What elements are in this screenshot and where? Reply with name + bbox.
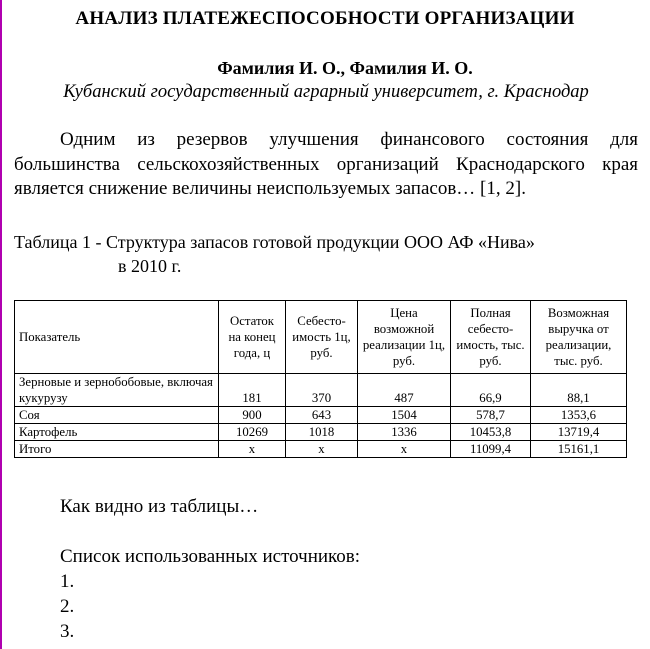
table-caption-line-1: Таблица 1 - Структура запасов готовой продукции ООО АФ «Нива» — [14, 232, 535, 252]
table-total-row — [15, 441, 627, 458]
summary-text: Как видно из таблицы… — [60, 496, 259, 517]
table-header-row — [15, 301, 627, 374]
cell-value: 10453,8 — [451, 424, 531, 441]
cell-value: 900 — [219, 407, 286, 424]
reference-item: 2. — [60, 596, 75, 617]
cell-value: 578,7 — [451, 407, 531, 424]
table-caption-line-2: в 2010 г. — [118, 256, 182, 276]
page-left-border — [0, 0, 2, 649]
references-section — [60, 544, 360, 644]
inventory-table — [14, 300, 627, 458]
cell-value: х — [358, 441, 451, 458]
article-title: АНАЛИЗ ПЛАТЕЖЕСПОСОБНОСТИ ОРГАНИЗАЦИИ — [75, 8, 575, 29]
header-indicator: Показатель — [15, 301, 219, 374]
row-label: Картофель — [15, 424, 219, 441]
cell-value: х — [286, 441, 358, 458]
cell-value: 1353,6 — [531, 407, 627, 424]
header-unit-cost: Себесто-имость 1ц, руб. — [286, 301, 358, 374]
cell-value: 11099,4 — [451, 441, 531, 458]
table-caption — [14, 230, 644, 278]
author-affiliation: Кубанский государственный аграрный университет, г. Краснодар — [63, 82, 589, 102]
cell-value: 370 — [286, 374, 358, 407]
cell-value: 181 — [219, 374, 286, 407]
cell-value: 1336 — [358, 424, 451, 441]
table-row — [15, 374, 627, 407]
table-row — [15, 424, 627, 441]
cell-value: 66,9 — [451, 374, 531, 407]
reference-item: 1. — [60, 571, 75, 592]
cell-value: 15161,1 — [531, 441, 627, 458]
cell-value: 1504 — [358, 407, 451, 424]
article-authors: Фамилия И. О., Фамилия И. О. — [217, 58, 473, 78]
row-label: Итого — [15, 441, 219, 458]
header-remaining-stock: Остаток на конец года, ц — [219, 301, 286, 374]
table-row — [15, 407, 627, 424]
intro-paragraph: Одним из резервов улучшения финансового состояния для большинства сельскохозяйственных организаций Краснодарского края является снижение величины неиспользуемых запасов… [1, 2]. — [14, 129, 638, 199]
header-possible-revenue: Возможная выручка от реализации, тыс. руб. — [531, 301, 627, 374]
reference-item: 3. — [60, 621, 75, 642]
header-total-cost: Полная себесто-имость, тыс. руб. — [451, 301, 531, 374]
header-sale-price: Цена возможной реализации 1ц, руб. — [358, 301, 451, 374]
cell-value: 1018 — [286, 424, 358, 441]
row-label: Соя — [15, 407, 219, 424]
cell-value: 13719,4 — [531, 424, 627, 441]
cell-value: 487 — [358, 374, 451, 407]
references-heading: Список использованных источников: — [60, 546, 361, 567]
cell-value: 88,1 — [531, 374, 627, 407]
row-label: Зерновые и зернобобовые, включая кукурузу — [15, 374, 219, 407]
cell-value: 10269 — [219, 424, 286, 441]
cell-value: х — [219, 441, 286, 458]
cell-value: 643 — [286, 407, 358, 424]
